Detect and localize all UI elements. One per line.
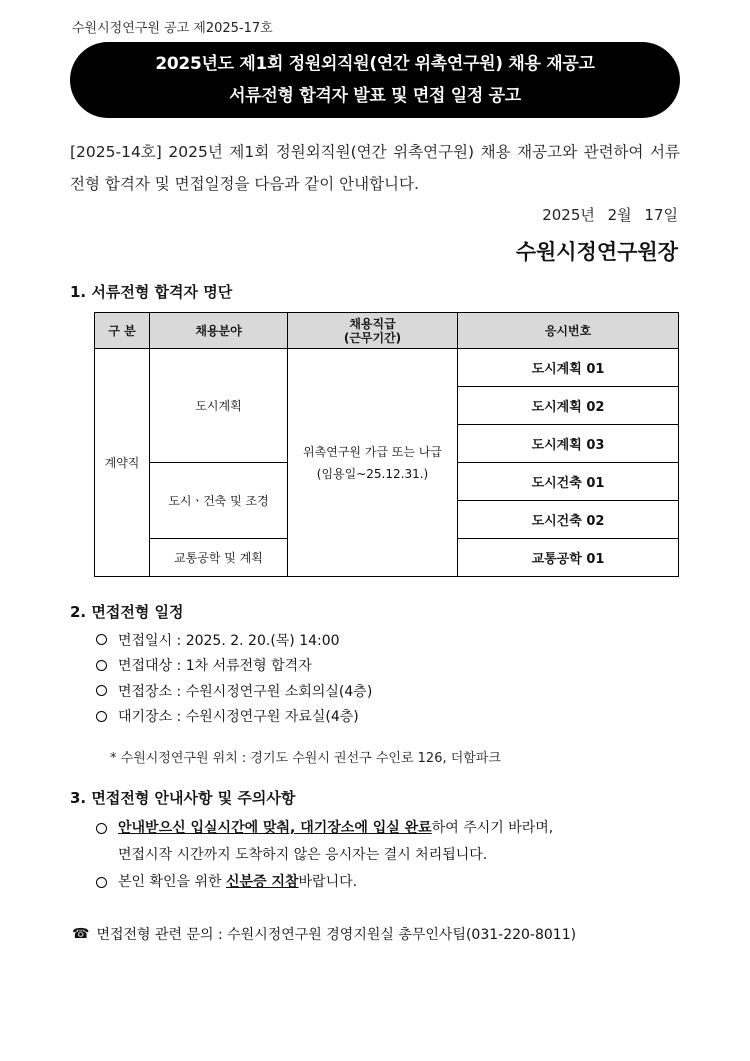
circle-bullet-icon bbox=[96, 877, 107, 888]
emphasis-id-card: 신분증 지참 bbox=[226, 874, 299, 890]
category-cell: 계약직 bbox=[95, 349, 150, 577]
list-item bbox=[96, 704, 372, 730]
roster-table bbox=[94, 312, 679, 577]
list-item bbox=[96, 815, 553, 842]
header-category: 구 분 bbox=[95, 313, 150, 349]
field-cell: 도시계획 bbox=[150, 349, 288, 463]
applicant-number: 도시계획 02 bbox=[458, 387, 679, 425]
list-item bbox=[96, 678, 372, 704]
header-grade-line2: (근무기간) bbox=[343, 330, 402, 345]
list-item bbox=[96, 653, 372, 679]
circle-bullet-icon bbox=[96, 685, 107, 696]
circle-bullet-icon bbox=[96, 660, 107, 671]
phone-icon: ☎ bbox=[72, 926, 90, 942]
grade-line1: 위촉연구원 가급 또는 나급 bbox=[303, 444, 442, 459]
schedule-item-text: 면접장소 : 수원시정연구원 소회의실(4층) bbox=[118, 683, 373, 700]
intro-paragraph: [2025-14호] 2025년 제1회 정원외직원(연간 위촉연구원) 채용 재공고와 관련하여 서류전형 합격자 및 면접일정을 다음과 같이 안내합니다. bbox=[70, 143, 680, 193]
schedule-item-text: 대기장소 : 수원시정연구원 자료실(4층) bbox=[118, 709, 359, 726]
schedule-list bbox=[96, 627, 372, 729]
title-banner bbox=[70, 42, 680, 118]
header-grade bbox=[288, 313, 458, 349]
notes-item-text: 면접시작 시간까지 도착하지 않은 응시자는 결시 처리됩니다. bbox=[118, 847, 488, 863]
notice-date: 2025년 2월 17일 bbox=[542, 206, 678, 224]
applicant-number: 도시건축 02 bbox=[458, 501, 679, 539]
section-heading-schedule: 2. 면접전형 일정 bbox=[70, 603, 184, 621]
notice-number: 수원시정연구원 공고 제2025-17호 bbox=[72, 21, 273, 36]
notes-list bbox=[96, 815, 553, 896]
contact-line bbox=[72, 924, 576, 944]
circle-bullet-icon bbox=[96, 823, 107, 834]
list-item-continuation bbox=[96, 842, 553, 869]
location-note: * 수원시정연구원 위치 : 경기도 수원시 권선구 수인로 126, 더함파크 bbox=[110, 751, 501, 766]
grade-cell bbox=[288, 349, 458, 577]
schedule-item-text: 면접일시 : 2025. 2. 20.(목) 14:00 bbox=[118, 632, 340, 649]
header-number: 응시번호 bbox=[458, 313, 679, 349]
circle-bullet-icon bbox=[96, 634, 107, 645]
circle-bullet-icon bbox=[96, 711, 107, 722]
applicant-number: 교통공학 01 bbox=[458, 539, 679, 577]
notes-item-rest: 하여 주시기 바라며, bbox=[431, 820, 554, 836]
list-item bbox=[96, 869, 553, 896]
signature: 수원시정연구원장 bbox=[515, 240, 678, 264]
notes-item-rest: 바랍니다. bbox=[298, 874, 358, 890]
applicant-number: 도시건축 01 bbox=[458, 463, 679, 501]
field-cell: 도시ㆍ건축 및 조경 bbox=[150, 463, 288, 539]
notes-item-text bbox=[118, 869, 357, 896]
list-item bbox=[96, 627, 372, 653]
table-row bbox=[95, 349, 679, 387]
title-line-1: 2025년도 제1회 정원외직원(연간 위촉연구원) 채용 재공고 bbox=[155, 54, 595, 74]
section-heading-roster: 1. 서류전형 합격자 명단 bbox=[70, 283, 233, 301]
field-cell: 교통공학 및 계획 bbox=[150, 539, 288, 577]
section-heading-notes: 3. 면접전형 안내사항 및 주의사항 bbox=[70, 789, 296, 807]
emphasis-arrival: 안내받으신 입실시간에 맞춰, 대기장소에 입실 완료 bbox=[118, 820, 432, 836]
applicant-number: 도시계획 01 bbox=[458, 349, 679, 387]
grade-line2: (임용일~25.12.31.) bbox=[316, 466, 429, 481]
title-line-2: 서류전형 합격자 발표 및 면접 일정 공고 bbox=[229, 86, 521, 106]
header-field: 채용분야 bbox=[150, 313, 288, 349]
applicant-number: 도시계획 03 bbox=[458, 425, 679, 463]
notes-item-text bbox=[118, 815, 553, 842]
schedule-item-text: 면접대상 : 1차 서류전형 합격자 bbox=[118, 658, 312, 675]
notes-item-lead: 본인 확인을 위한 bbox=[118, 874, 227, 890]
table-header-row bbox=[95, 313, 679, 349]
contact-text: 면접전형 관련 문의 : 수원시정연구원 경영지원실 총무인사팀(031-220-8011) bbox=[96, 927, 577, 943]
header-grade-line1: 채용직급 bbox=[349, 316, 396, 331]
